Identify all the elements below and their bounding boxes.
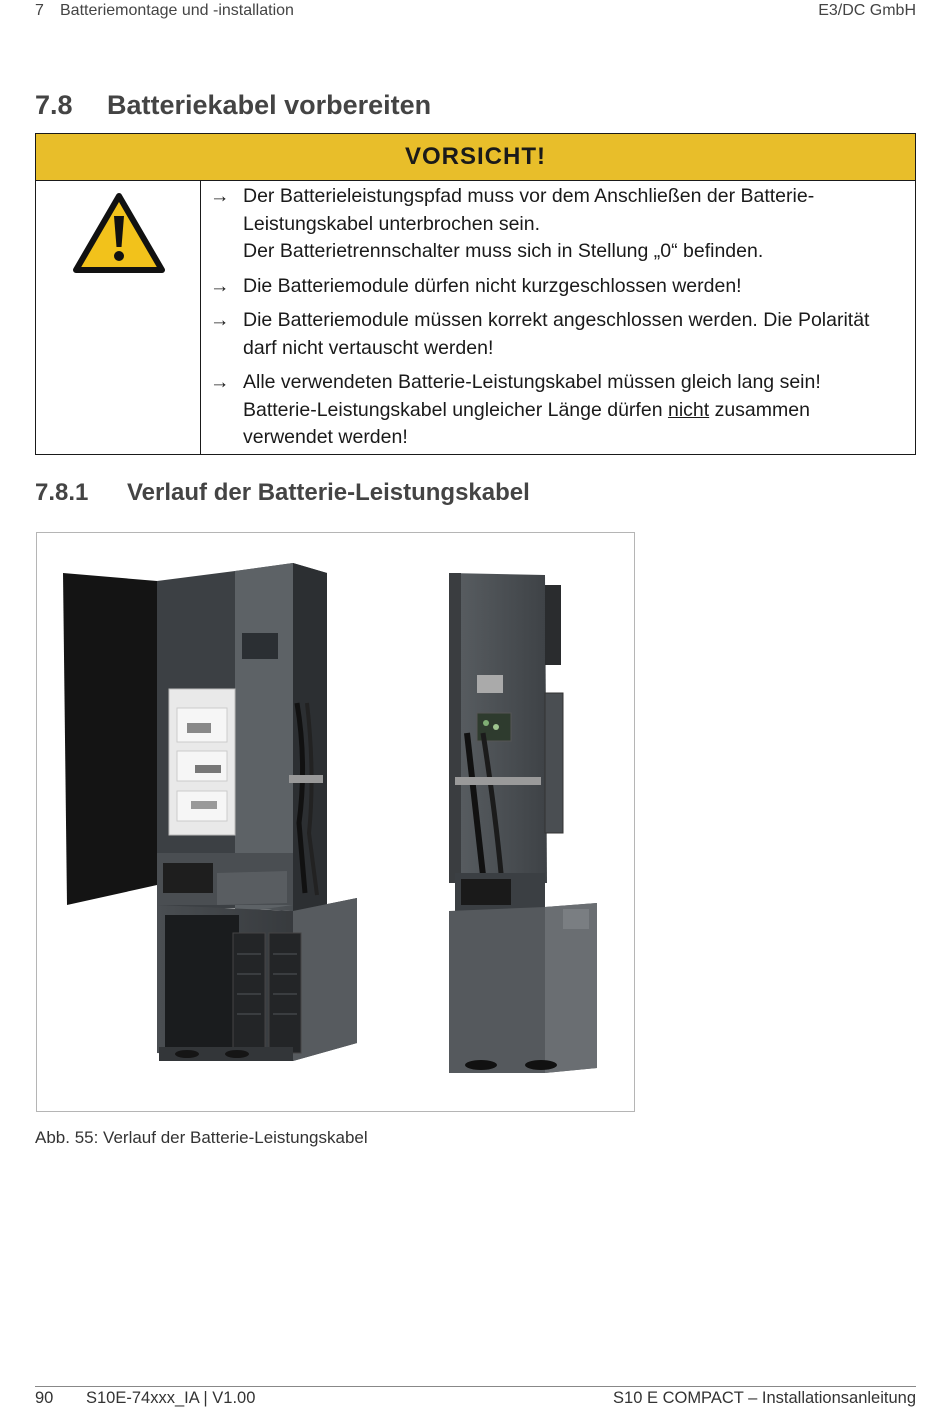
cabinet-open-view (63, 563, 357, 1061)
warning-icon-cell (36, 180, 201, 454)
warning-item (210, 369, 901, 452)
warning-line: Die Batteriemodule müssen korrekt angeschlossen werden. Die Polarität (243, 309, 870, 331)
battery-cabinet-photo (37, 533, 633, 1110)
arrow-right-icon: → (210, 185, 230, 207)
header-chapter-title: Batteriemontage und -installation (60, 2, 294, 19)
warning-line: Der Batterieleistungspfad muss vor dem Anschließen der Batterie- (243, 185, 815, 207)
footer-rule (35, 1386, 916, 1387)
warning-text-segment: zusammen (709, 398, 810, 421)
subsection-heading (35, 479, 530, 507)
figure-caption: Abb. 55: Verlauf der Batterie-Leistungskabel (35, 1128, 368, 1147)
warning-text-segment: Batterie-Leistungskabel ungleicher Länge dürfen (243, 398, 668, 421)
warning-triangle-icon (72, 192, 166, 274)
warning-item (210, 183, 901, 266)
warning-box (35, 133, 916, 455)
warning-line: Der Batterietrennschalter muss sich in Stellung „0“ befinden. (243, 240, 764, 262)
subsection-number: 7.8.1 (35, 479, 89, 506)
section-number: 7.8 (35, 90, 73, 120)
warning-line: Die Batteriemodule dürfen nicht kurzgeschlossen werden! (243, 274, 742, 297)
warning-emphasis: nicht (667, 398, 710, 421)
footer-doc-title: S10 E COMPACT – Installationsanleitung (613, 1389, 916, 1407)
warning-line: verwendet werden! (243, 426, 408, 448)
figure-frame (36, 532, 635, 1112)
cabinet-side-view (449, 573, 597, 1073)
arrow-right-icon: → (210, 371, 230, 393)
warning-line (243, 397, 901, 425)
warning-item (210, 273, 901, 301)
arrow-right-icon: → (210, 309, 230, 331)
footer-page-number: 90 (35, 1389, 54, 1407)
warning-line: Alle verwendeten Batterie-Leistungskabel müssen gleich lang sein! (243, 371, 821, 393)
section-heading (35, 90, 431, 121)
warning-title: VORSICHT! (36, 134, 915, 181)
warning-line: darf nicht vertauscht werden! (243, 336, 494, 359)
footer-doc-id: S10E-74xxx_IA | V1.00 (86, 1389, 256, 1407)
section-title: Batteriekabel vorbereiten (107, 90, 432, 120)
header-company: E3/DC GmbH (818, 2, 916, 19)
warning-body (36, 180, 915, 454)
warning-item (210, 307, 901, 362)
warning-text (210, 183, 901, 459)
warning-line: Leistungskabel unterbrochen sein. (243, 212, 541, 235)
arrow-right-icon: → (210, 274, 230, 297)
header-chapter-number: 7 (35, 2, 44, 19)
subsection-title: Verlauf der Batterie-Leistungskabel (127, 479, 530, 506)
